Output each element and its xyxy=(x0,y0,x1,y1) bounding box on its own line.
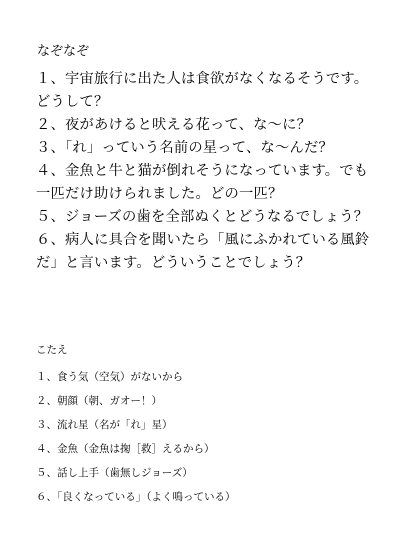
answer-item: ４、金魚（金魚は掬［救］えるから） xyxy=(36,443,215,455)
answer-list xyxy=(36,365,236,509)
question-item: ２、夜があけると吠える花って、な～に？ xyxy=(36,117,312,133)
question-item: ４、金魚と牛と猫が倒れそうになっています。でも一匹だけ助けられました。どの一匹？ xyxy=(36,163,369,202)
answer-item: １、食う気（空気）がないから xyxy=(36,371,183,383)
question-item: ５、ジョーズの歯を全部ぬくとどうなるでしょう？ xyxy=(36,209,369,225)
quiz-title: なぞなぞ xyxy=(37,44,90,59)
answer-item: ６、「良くなっている」（よく鳴っている） xyxy=(36,491,236,503)
question-item: １、宇宙旅行に出た人は食欲がなくなるそうです。どうして？ xyxy=(36,71,369,110)
question-list xyxy=(36,68,381,275)
answers-title: こたえ xyxy=(36,344,68,356)
question-item: ６、病人に具合を聞いたら「風にふかれている風鈴だ」と言います。どういうことでしょう？ xyxy=(36,232,370,271)
answer-item: ３、流れ星（名が「れ」星） xyxy=(36,419,173,431)
question-item: ３、「れ」っていう名前の星って、な～んだ？ xyxy=(36,140,333,156)
answer-item: ２、朝顔（朝、ガオー！） xyxy=(36,395,162,407)
answer-item: ５、話し上手（歯無しジョーズ） xyxy=(36,467,193,479)
